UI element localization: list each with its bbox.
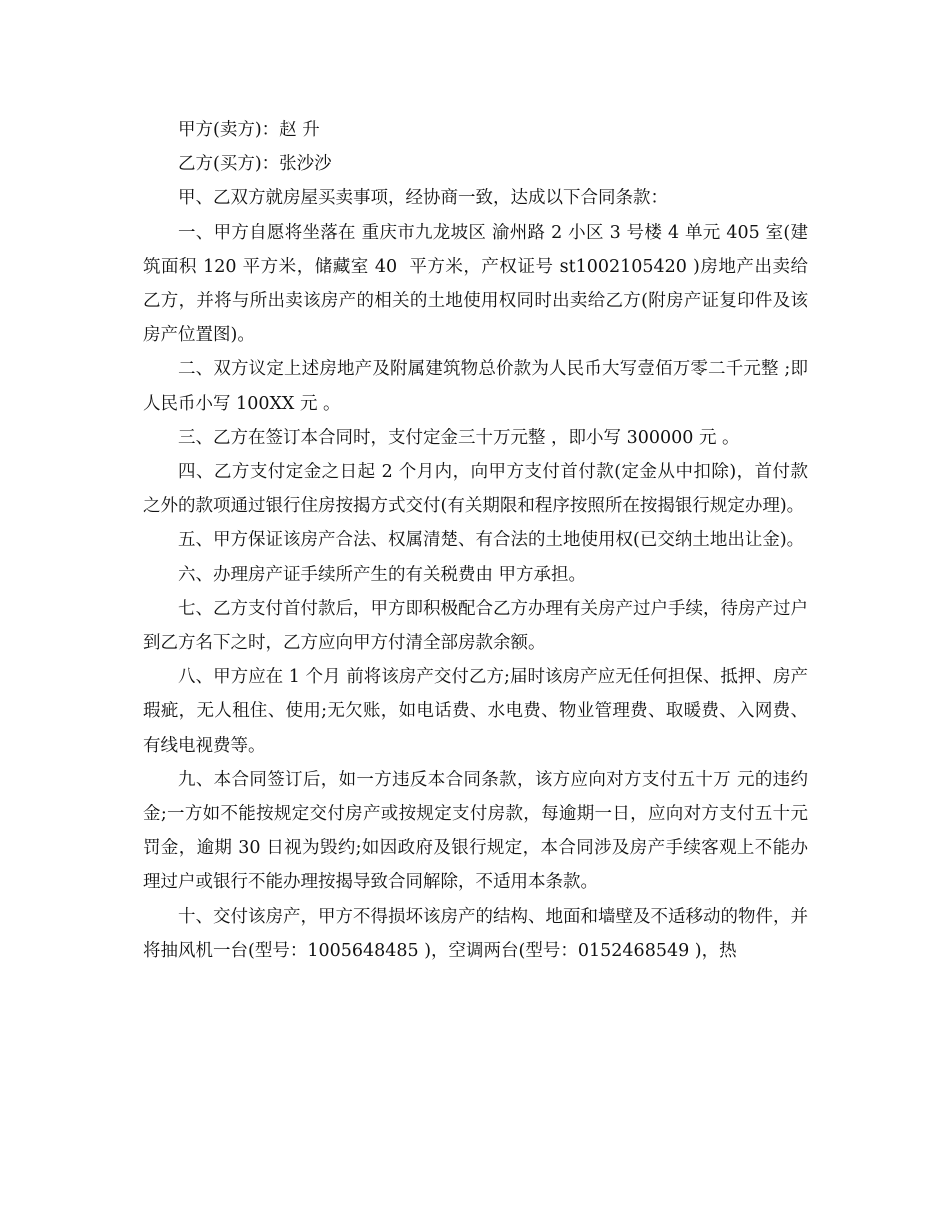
clause-10: 十、交付该房产，甲方不得损坏该房产的结构、地面和墙壁及不适移动的物件，并将抽风机一台(型号：1005648485 )，空调两台(型号：0152468549 )，热: [143, 906, 808, 961]
clause-9: 九、本合同签订后，如一方违反本合同条款，该方应向对方支付五十万 元的违约金;一方如不能按规定交付房产或按规定支付房款，每逾期一日，应向对方支付五十元罚金，逾期 30 日视为毁约;如因政府及银行规定，本合同涉及房产手续客观上不能办理过户或银行不能办理按揭导致合同解除，不适用本条款。: [143, 769, 808, 893]
buyer-line: 乙方(买方)：张沙沙: [178, 154, 332, 175]
clause-4: 四、乙方支付定金之日起 2 个月内，向甲方支付首付款(定金从中扣除)，首付款之外的款项通过银行住房按揭方式交付(有关期限和程序按照所在按揭银行规定办理)。: [143, 462, 808, 517]
clause-5: 五、甲方保证该房产合法、权属清楚、有合法的土地使用权(已交纳土地出让金)。: [178, 530, 805, 551]
clause-3: 三、乙方在签订本合同时，支付定金三十万元整 ，即小写 300000 元 。: [178, 427, 740, 448]
contract-body: [143, 113, 808, 968]
clause-7: 七、乙方支付首付款后，甲方即积极配合乙方办理有关房产过户手续，待房产过户到乙方名下之时，乙方应向甲方付清全部房款余额。: [143, 598, 808, 654]
clause-1: 一、甲方自愿将坐落在 重庆市九龙坡区 渝州路 2 小区 3 号楼 4 单元 405 室(建筑面积 120 平方米，储藏室 40 平方米，产权证号 st1002105420 )房地产出卖给乙方，并将与所出卖该房产的相关的土地使用权同时出卖给乙方(附房产证复印件及该房产位置图)。: [143, 222, 808, 346]
seller-line: 甲方(卖方)：赵 升: [178, 120, 320, 140]
clause-6: 六、办理房产证手续所产生的有关税费由 甲方承担。: [178, 564, 587, 585]
clause-8: 八、甲方应在 1 个月 前将该房产交付乙方;届时该房产应无任何担保、抵押、房产瑕疵，无人租住、使用;无欠账，如电话费、水电费、物业管理费、取暖费、入网费、有线电视费等。: [143, 667, 808, 756]
preamble: 甲、乙双方就房屋买卖事项，经协商一致，达成以下合同条款：: [178, 188, 668, 209]
clause-2: 二、双方议定上述房地产及附属建筑物总价款为人民币大写壹佰万零二千元整 ;即人民币小写 100XX 元 。: [143, 359, 808, 414]
